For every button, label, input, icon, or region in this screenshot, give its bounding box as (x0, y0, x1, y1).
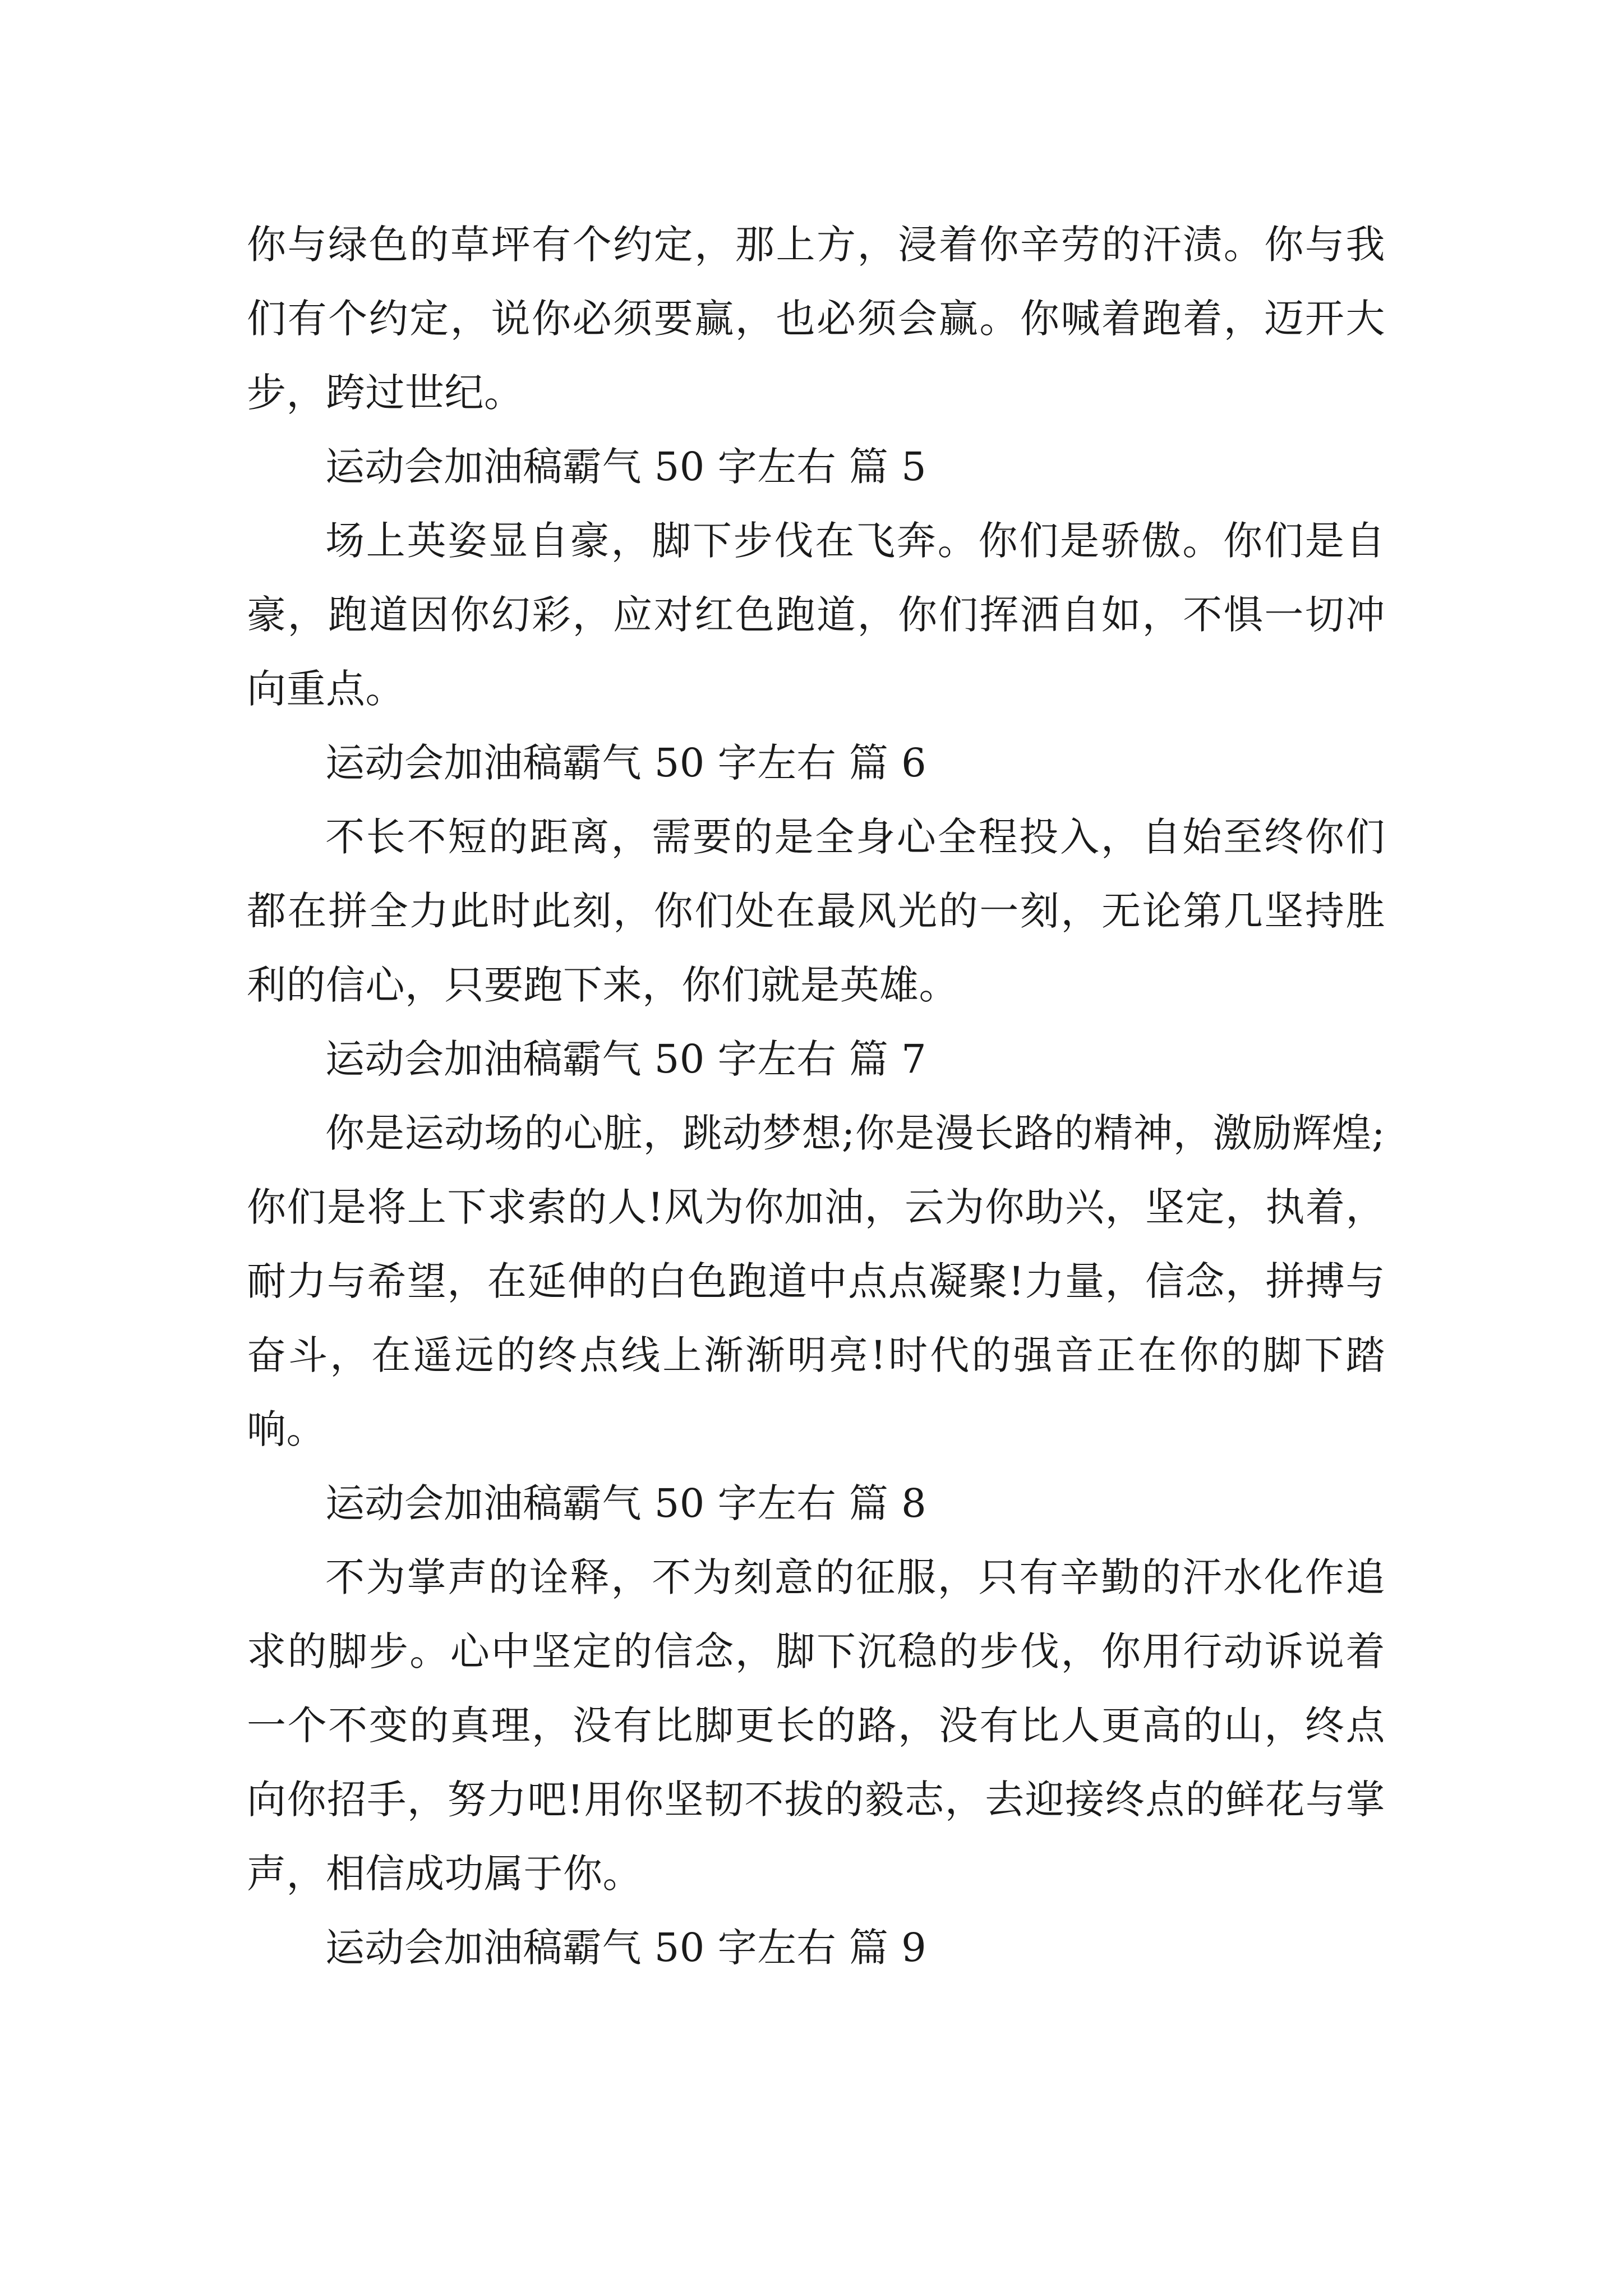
section-heading-6: 运动会加油稿霸气 50 字左右 篇 6 (325, 740, 927, 786)
section-heading-5: 运动会加油稿霸气 50 字左右 篇 5 (325, 444, 927, 490)
paragraph-6: 不长不短的距离，需要的是全身心全程投入，自始至终你们都在拼全力此时此刻，你们处在最风光的一刻，无论第几坚持胜利的信心，只要跑下来，你们就是英雄。 (247, 814, 1385, 1008)
paragraph-continued: 你与绿色的草坪有个约定，那上方，浸着你辛劳的汗渍。你与我们有个约定，说你必须要赢，也必须会赢。你喊着跑着，迈开大步，跨过世纪。 (247, 222, 1385, 416)
document-body (247, 208, 1385, 1985)
paragraph-5: 场上英姿显自豪，脚下步伐在飞奔。你们是骄傲。你们是自豪，跑道因你幻彩，应对红色跑道，你们挥洒自如，不惧一切冲向重点。 (247, 518, 1385, 712)
section-heading-8: 运动会加油稿霸气 50 字左右 篇 8 (325, 1480, 927, 1526)
section-heading-7: 运动会加油稿霸气 50 字左右 篇 7 (325, 1036, 927, 1082)
paragraph-7: 你是运动场的心脏，跳动梦想;你是漫长路的精神，激励辉煌;你们是将上下求索的人!风为你加油，云为你助兴，坚定，执着，耐力与希望，在延伸的白色跑道中点点凝聚!力量，信念，拼搏与奋斗，在遥远的终点线上渐渐明亮!时代的强音正在你的脚下踏响。 (247, 1110, 1385, 1452)
paragraph-8: 不为掌声的诠释，不为刻意的征服，只有辛勤的汗水化作追求的脚步。心中坚定的信念，脚下沉稳的步伐，你用行动诉说着一个不变的真理，没有比脚更长的路，没有比人更高的山，终点向你招手，努力吧!用你坚韧不拔的毅志，去迎接终点的鲜花与掌声，相信成功属于你。 (247, 1554, 1385, 1897)
section-heading-9: 运动会加油稿霸气 50 字左右 篇 9 (325, 1925, 927, 1971)
